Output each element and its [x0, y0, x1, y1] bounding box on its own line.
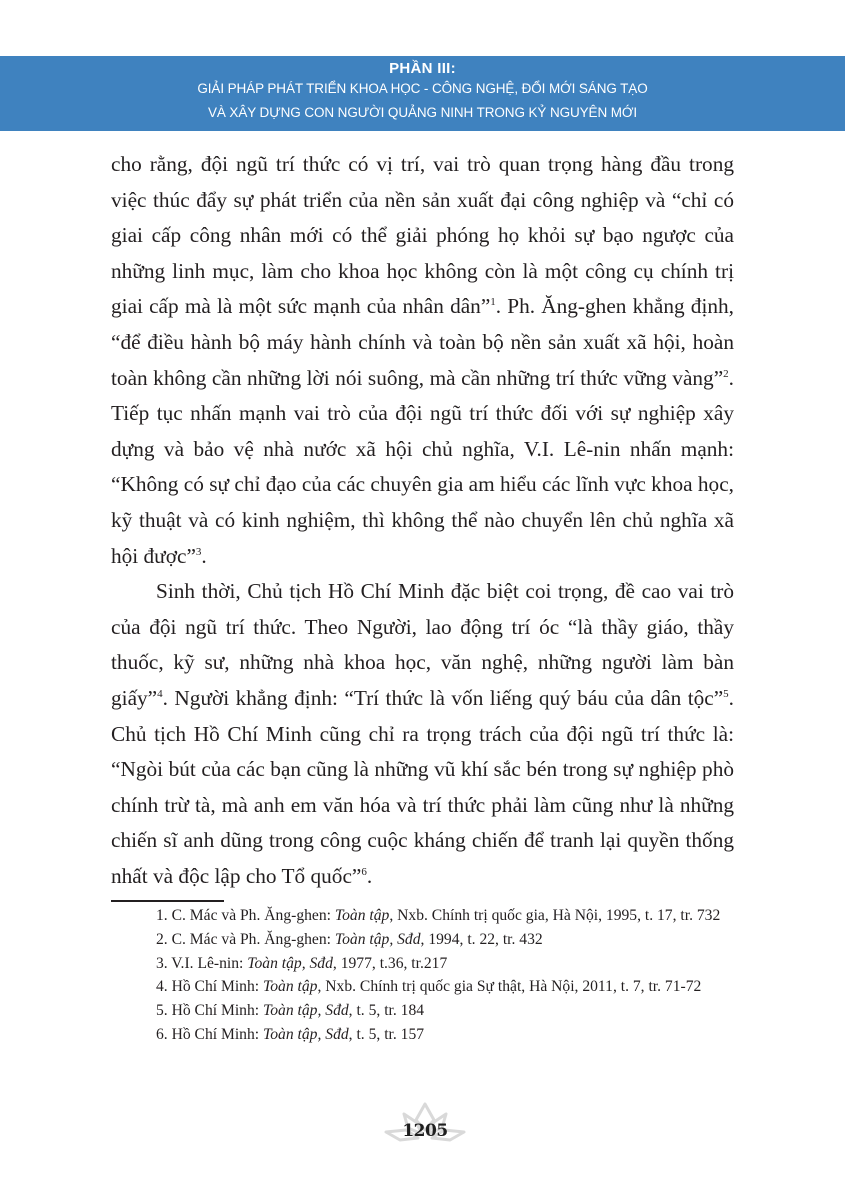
footnote-ref-3[interactable]: 3	[195, 545, 202, 558]
footnote-3: 3. V.I. Lê-nin: Toàn tập, Sđd, 1977, t.36, tr.217	[156, 954, 448, 972]
footnote-ref-1[interactable]: 1	[490, 296, 496, 309]
paragraph-text: . Tiếp tục nhấn mạnh vai trò của đội ngũ trí thức đối với sự nghiệp xây dựng và bảo vệ nhà nước xã hội chủ nghĩa, V.I. Lê-nin nhấn mạnh: “Không có sự chỉ đạo của các chuyên gia am hiểu các lĩnh vực khoa học, kỹ thuật và có kinh nghiệm, thì không thể nào chuyển lên chủ nghĩa xã hội được”	[111, 365, 734, 568]
paragraph-text: . Chủ tịch Hồ Chí Minh cũng chỉ ra trọng trách của đội ngũ trí thức là: “Ngòi bút của các bạn cũng là những vũ khí sắc bén trong sự nghiệp phò chính trừ tà, mà anh em văn hóa và trí thức phải làm cũng như là những chiến sĩ anh dũng trong công cuộc kháng chiến để tranh lại quyền thống nhất và độc lập cho Tổ quốc”	[111, 685, 734, 888]
footnote-2: 2. C. Mác và Ph. Ăng-ghen: Toàn tập, Sđd, 1994, t. 22, tr. 432	[156, 930, 543, 948]
paragraph-text: . Người khẳng định: “Trí thức là vốn liếng quý báu của dân tộc”	[162, 685, 724, 710]
part-title: PHẦN III:	[389, 60, 456, 77]
paragraph-text: . Ph. Ăng-ghen khẳng định, “để điều hành bộ máy hành chính và toàn bộ nền sản xuất xã hội, hoàn toàn không cần những lời nói suông, mà cần những trí thức vững vàng”	[111, 294, 734, 390]
body-text	[111, 147, 734, 894]
paragraph-text: cho rằng, đội ngũ trí thức có vị trí, vai trò quan trọng hàng đầu trong việc thúc đẩy sự phát triển của nền sản xuất đại công nghiệp và “chỉ có giai cấp công nhân mới có thể giải phóng họ khỏi sự bạo ngược của những linh mục, làm cho khoa học không còn là một công cụ chính trị giai cấp mà là một sức mạnh của nhân dân”	[111, 152, 734, 319]
paragraph-text: .	[366, 863, 373, 888]
paragraph-1	[111, 147, 734, 574]
paragraph-text: .	[201, 543, 207, 568]
section-header-banner	[0, 56, 845, 131]
footnote-separator	[111, 900, 224, 902]
section-subtitle-line-2: VÀ XÂY DỰNG CON NGƯỜI QUẢNG NINH TRONG KỶ NGUYÊN MỚI	[207, 105, 638, 120]
paragraph-text: Sinh thời, Chủ tịch Hồ Chí Minh đặc biệt coi trọng, đề cao vai trò của đội ngũ trí thức. Theo Người, lao động trí óc “là thầy giáo, thầy thuốc, kỹ sư, những nhà khoa học, văn nghệ, những người làm bàn giấy”	[111, 579, 734, 710]
footnote-4: 4. Hồ Chí Minh: Toàn tập, Nxb. Chính trị quốc gia Sự thật, Hà Nội, 2011, t. 7, tr. 71-72	[156, 978, 702, 996]
page-number-badge	[382, 1100, 468, 1150]
footnotes	[111, 904, 736, 1047]
footnote-ref-6[interactable]: 6	[361, 865, 367, 878]
footnote-ref-5[interactable]: 5	[723, 687, 729, 700]
footnote-1: 1. C. Mác và Ph. Ăng-ghen: Toàn tập, Nxb. Chính trị quốc gia, Hà Nội, 1995, t. 17, tr. 732	[156, 907, 721, 924]
section-subtitle-line-1: GIẢI PHÁP PHÁT TRIỂN KHOA HỌC - CÔNG NGHỆ, ĐỔI MỚI SÁNG TẠO	[197, 81, 648, 96]
footnote-5: 5. Hồ Chí Minh: Toàn tập, Sđd, t. 5, tr. 184	[156, 1002, 425, 1020]
footnote-ref-2[interactable]: 2	[723, 367, 729, 380]
paragraph-2	[111, 574, 734, 894]
page-number: 1205	[402, 1121, 448, 1141]
footnote-6: 6. Hồ Chí Minh: Toàn tập, Sđd, t. 5, tr. 157	[156, 1025, 425, 1043]
footnote-ref-4[interactable]: 4	[157, 687, 163, 700]
